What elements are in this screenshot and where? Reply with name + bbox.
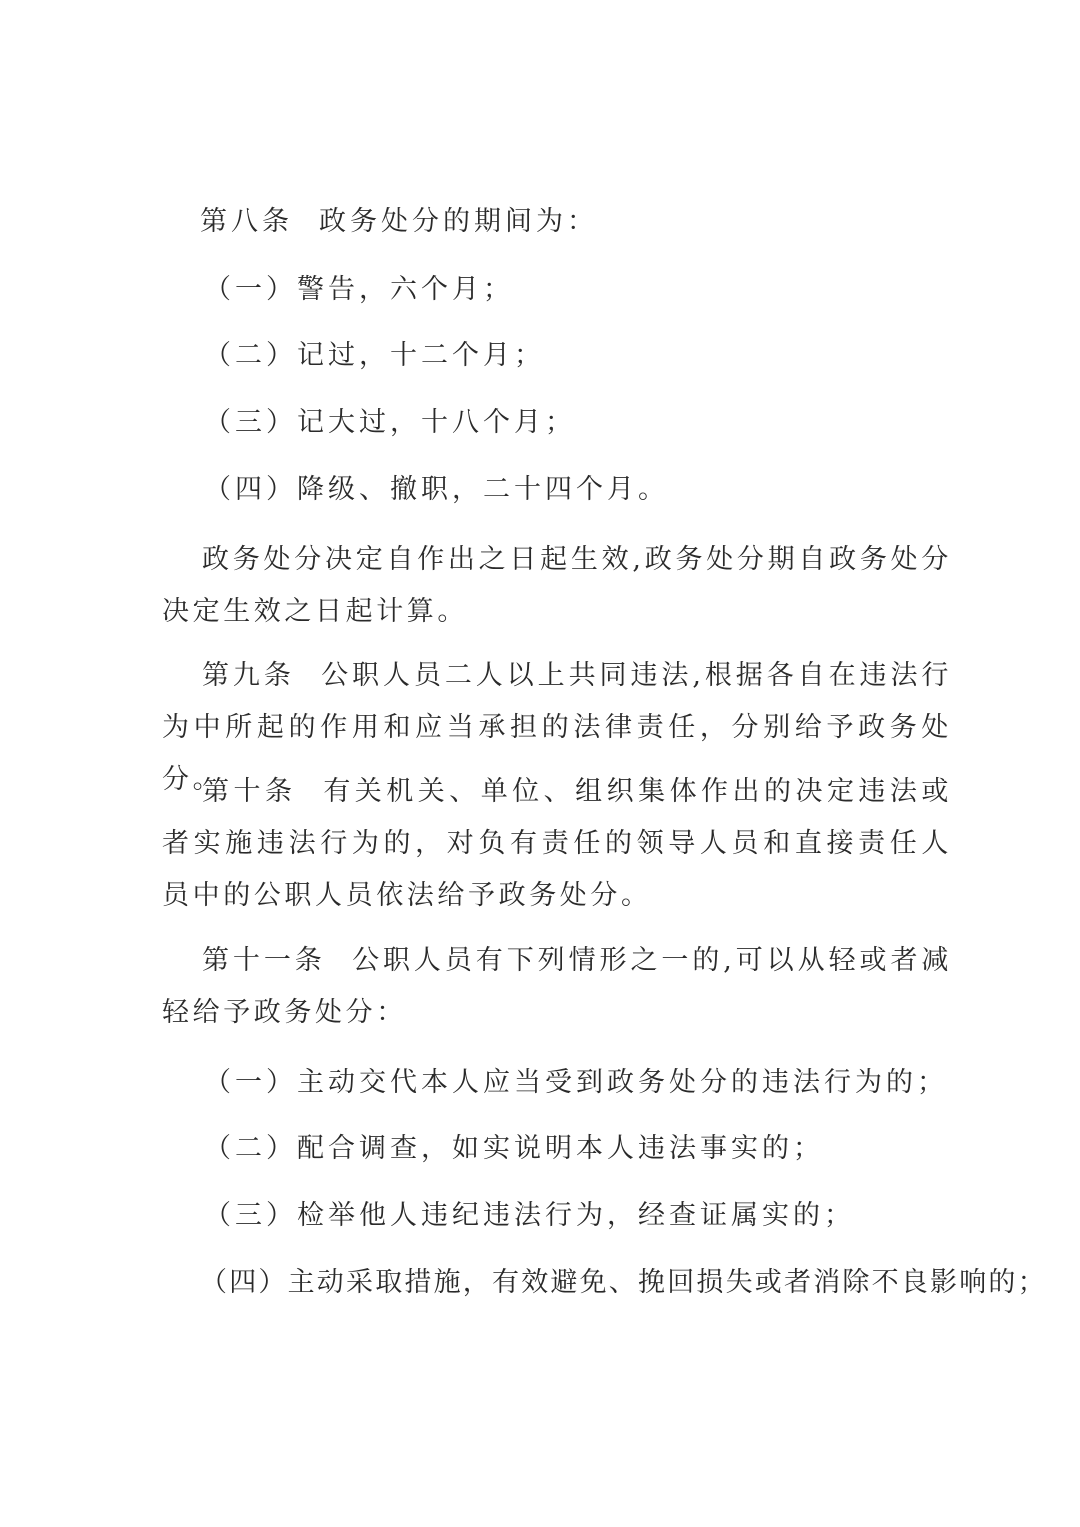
article-11-item-1: （一）主动交代本人应当受到政务处分的违法行为的； (204, 1067, 948, 1098)
article-11-paragraph (162, 935, 952, 1039)
article-11-item-4: （四）主动采取措施，有效避免、挽回损失或者消除不良影响的； (200, 1267, 1047, 1298)
article-8-line (200, 204, 598, 240)
article-8-closing: 政务处分决定自作出之日起生效,政务处分期自政务处分决定生效之日起计算。 (162, 544, 952, 627)
article-10-paragraph (162, 766, 952, 922)
article-8-item-2: （二）记过，十二个月； (204, 340, 545, 371)
article-8-item-1: （一）警告，六个月； (204, 274, 514, 305)
article-11-item-2: （二）配合调查，如实说明本人违法事实的； (204, 1133, 824, 1164)
article-8-text: 政务处分的期间为： (319, 206, 598, 237)
article-10-heading: 第十条 (202, 776, 297, 807)
article-11-item-3: （三）检举他人违纪违法行为，经查证属实的； (204, 1200, 855, 1231)
article-11-heading: 第十一条 (202, 945, 326, 976)
article-9-text: 公职人员二人以上共同违法,根据各自在违法行为中所起的作用和应当承担的法律责任，分别给予政务处分。 (162, 660, 952, 795)
article-11-text: 公职人员有下列情形之一的,可以从轻或者减轻给予政务处分： (162, 945, 952, 1028)
article-8-heading: 第八条 (200, 206, 293, 237)
article-8-item-3: （三）记大过，十八个月； (204, 407, 576, 438)
article-10-text: 有关机关、单位、组织集体作出的决定违法或者实施违法行为的，对负有责任的领导人员和直接责任人员中的公职人员依法给予政务处分。 (162, 776, 952, 911)
article-9-heading: 第九条 (202, 660, 295, 691)
article-8-item-4: （四）降级、撤职，二十四个月。 (204, 474, 669, 505)
